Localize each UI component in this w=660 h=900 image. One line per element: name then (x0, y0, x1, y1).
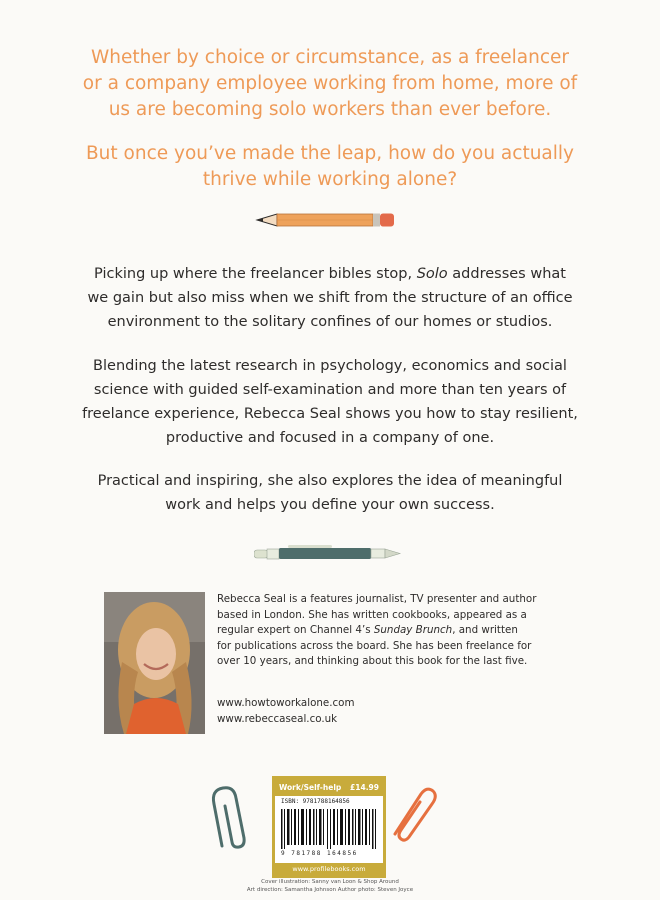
category-label: Work/Self-help (279, 783, 342, 792)
isbn-text: ISBN: 9781788164856 (281, 798, 350, 805)
bio-line: Rebecca Seal is a features journalist, TV presenter and author (217, 593, 537, 605)
barcode-graphic (281, 809, 377, 849)
blurb-text: environment to the solitary confines of our homes or studios. (107, 314, 553, 330)
paperclip-icon (208, 784, 258, 854)
bio-line: over 10 years, and thinking about this book for the last five. (217, 655, 528, 667)
barcode-label (272, 776, 386, 878)
blurb-paragraph-1 (70, 262, 590, 334)
blurb-text: we gain but also miss when we shift from the structure of an office (87, 290, 573, 306)
blurb-text: work and helps you define your own success. (165, 497, 495, 513)
barcode-number: 9 781788 164856 (281, 850, 358, 857)
blurb-text: freelance experience, Rebecca Seal shows you how to stay resilient, (82, 406, 578, 422)
tagline-line: us are becoming solo workers than ever before. (108, 99, 552, 120)
tagline-line: Whether by choice or circumstance, as a freelancer (90, 47, 570, 68)
bio-line (217, 623, 557, 639)
blurb-paragraph-2 (70, 354, 590, 450)
pen-icon (254, 544, 404, 562)
price-label: £14.99 (350, 783, 379, 792)
blurb-text: Blending the latest research in psychology, economics and social (93, 358, 567, 374)
cover-credit: Cover illustration: Sanny van Loon & Shop Around (261, 879, 399, 885)
pencil-icon (255, 210, 397, 230)
blurb-text: addresses what (447, 266, 566, 282)
blurb-paragraph-3 (70, 469, 590, 517)
blurb-text: Picking up where the freelancer bibles stop, (94, 266, 417, 282)
bio-text: regular expert on Channel 4’s (217, 624, 374, 636)
bio-line: based in London. She has written cookbooks, appeared as a (217, 608, 527, 621)
author-photo (104, 592, 205, 734)
website-link[interactable]: www.rebeccaseal.co.uk (217, 713, 338, 725)
intro-tagline (40, 45, 620, 123)
tagline-line: or a company employee working from home, more of (82, 73, 578, 94)
publisher-url: www.profilebooks.com (275, 863, 383, 875)
intro-question (40, 141, 620, 193)
website-link[interactable]: www.howtoworkalone.com (217, 697, 355, 709)
paperclip-icon (387, 784, 437, 844)
art-credit: Art direction: Samantha Johnson Author photo: Steven Joyce (246, 887, 414, 893)
show-title: Sunday Brunch (373, 624, 453, 636)
question-line: But once you’ve made the leap, how do you actually (85, 143, 574, 164)
bio-text: , and written (452, 624, 518, 636)
author-bio (217, 592, 557, 670)
blurb-text: Practical and inspiring, she also explores the idea of meaningful (97, 473, 563, 489)
blurb-text: science with guided self-examination and more than ten years of (93, 382, 567, 398)
question-line: thrive while working alone? (202, 169, 458, 190)
blurb-text: productive and focused in a company of one. (165, 430, 495, 446)
book-title: Solo (416, 266, 448, 282)
price-band (275, 779, 383, 796)
bio-line: for publications across the board. She has been freelance for (217, 639, 532, 652)
